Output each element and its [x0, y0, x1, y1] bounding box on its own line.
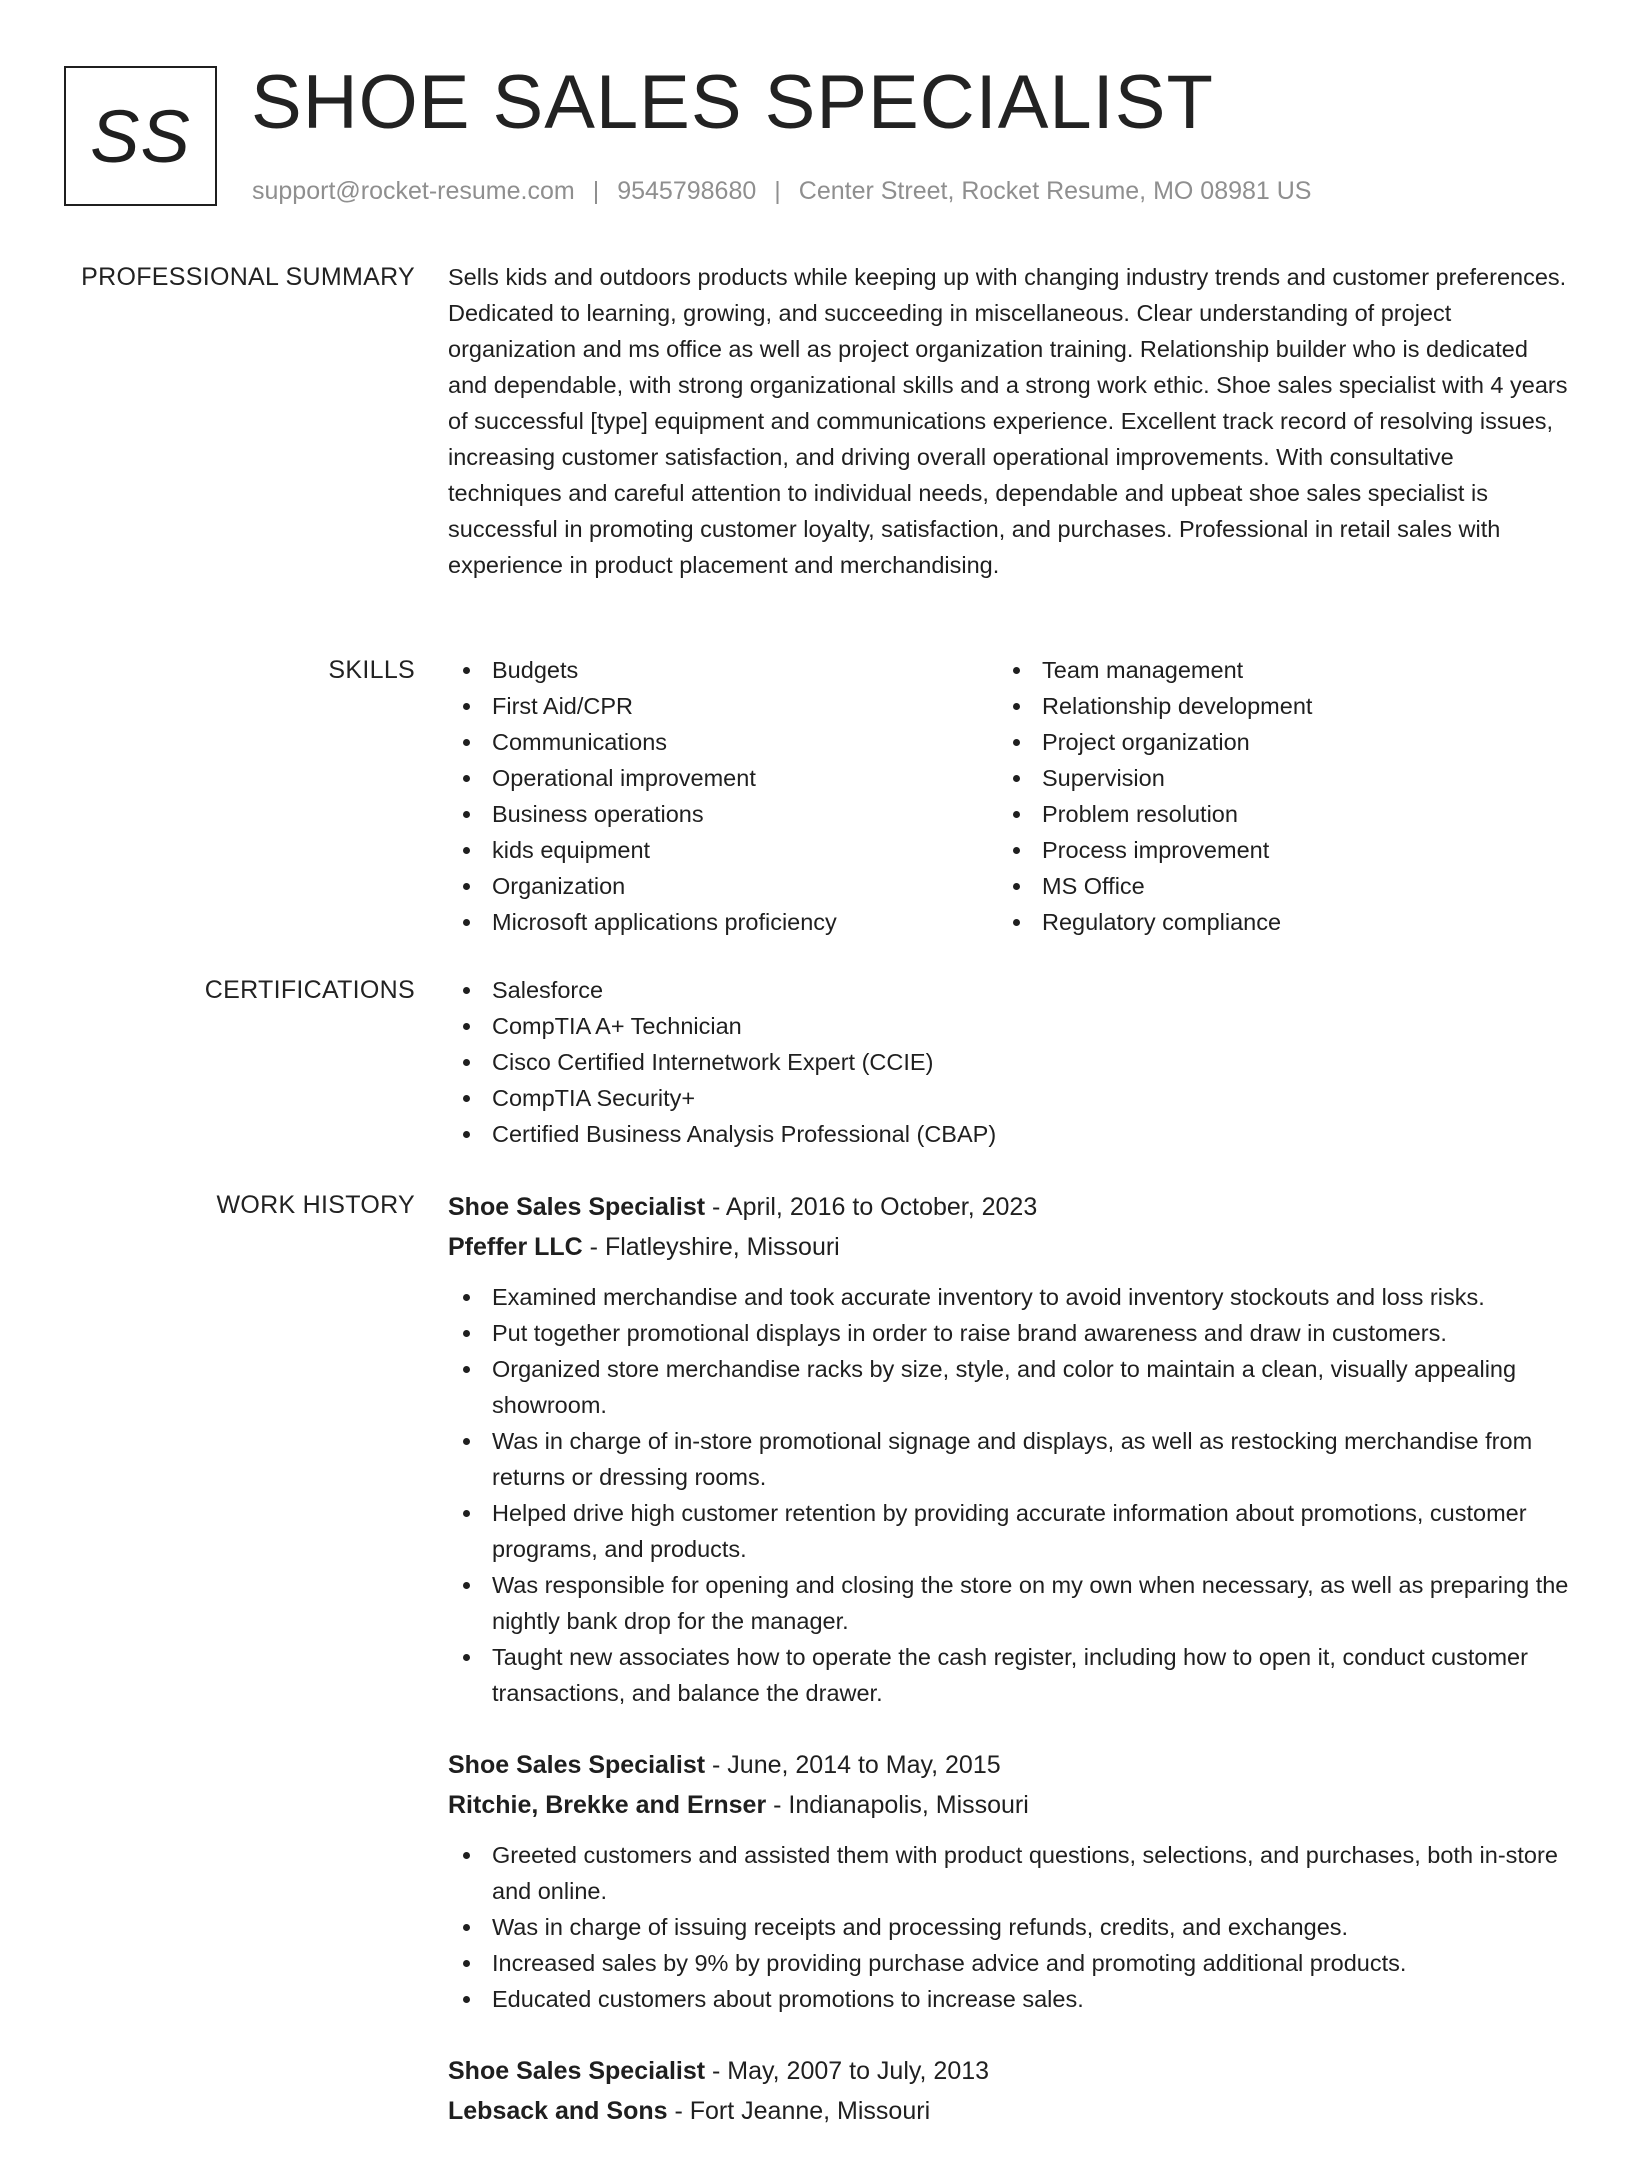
job-company: Ritchie, Brekke and Ernser — [448, 1791, 767, 1819]
job-dates: June, 2014 to May, 2015 — [727, 1751, 1001, 1779]
skill-item: MS Office — [998, 868, 1548, 904]
job-duty-item: Was responsible for opening and closing the store on my own when necessary, as well as preparing the nightly bank drop for the manager. — [448, 1567, 1572, 1639]
job-dash: - — [582, 1233, 605, 1261]
certifications-heading: CERTIFICATIONS — [204, 976, 415, 1004]
job-duty-item: Put together promotional displays in order to raise brand awareness and draw in customers. — [448, 1315, 1572, 1351]
job-company: Pfeffer LLC — [448, 1233, 583, 1261]
job-dash: - — [705, 1193, 726, 1221]
job-location: Fort Jeanne, Missouri — [689, 2097, 931, 2125]
job-entry — [448, 2051, 1572, 2131]
skill-item: Budgets — [448, 652, 998, 688]
certification-item: Certified Business Analysis Professional (CBAP) — [448, 1116, 1572, 1152]
job-duty-item: Organized store merchandise racks by size, style, and color to maintain a clean, visually appealing showroom. — [448, 1351, 1572, 1423]
job-title-line — [448, 2051, 1572, 2091]
certifications-list — [448, 972, 1572, 1152]
skill-item: Team management — [998, 652, 1548, 688]
job-company-line — [448, 1227, 1572, 1267]
certification-item: Cisco Certified Internetwork Expert (CCIE) — [448, 1044, 1572, 1080]
job-entry — [448, 1187, 1572, 1711]
job-duties-list — [448, 1837, 1572, 2017]
job-duty-item: Was in charge of issuing receipts and processing refunds, credits, and exchanges. — [448, 1909, 1572, 1945]
job-location: Indianapolis, Missouri — [788, 1791, 1029, 1819]
contact-phone: 9545798680 — [617, 177, 757, 205]
certifications-body — [448, 972, 1572, 1152]
summary-body — [448, 259, 1572, 583]
contact-email: support@rocket-resume.com — [252, 177, 575, 205]
job-dash: - — [705, 2057, 728, 2085]
job-title: Shoe Sales Specialist — [448, 1751, 706, 1779]
certification-item: Salesforce — [448, 972, 1572, 1008]
job-company: Lebsack and Sons — [448, 2097, 668, 2125]
job-duty-item: Greeted customers and assisted them with product questions, selections, and purchases, both in-store and online. — [448, 1837, 1572, 1909]
job-title: Shoe Sales Specialist — [448, 1193, 706, 1221]
skill-item: Business operations — [448, 796, 998, 832]
job-dates: May, 2007 to July, 2013 — [727, 2057, 990, 2085]
work-history-heading: WORK HISTORY — [216, 1191, 415, 1219]
job-title: Shoe Sales Specialist — [448, 2057, 706, 2085]
contact-address: Center Street, Rocket Resume, MO 08981 US — [798, 177, 1312, 205]
job-duty-item: Examined merchandise and took accurate inventory to avoid inventory stockouts and loss risks. — [448, 1279, 1572, 1315]
job-duty-item: Increased sales by 9% by providing purchase advice and promoting additional products. — [448, 1945, 1572, 1981]
summary-heading: PROFESSIONAL SUMMARY — [81, 263, 415, 291]
job-duty-item: Helped drive high customer retention by providing accurate information about promotions, customer programs, and products. — [448, 1495, 1572, 1567]
job-duty-item: Was in charge of in-store promotional signage and displays, as well as restocking merchandise from returns or dressing rooms. — [448, 1423, 1572, 1495]
skills-heading: SKILLS — [328, 656, 415, 684]
skill-item: Operational improvement — [448, 760, 998, 796]
contact-separator: | — [592, 177, 600, 205]
summary-text: Sells kids and outdoors products while keeping up with changing industry trends and customer preferences. Dedicated to learning, growing, and succeeding in miscellaneous. Clear understanding of project organization and ms office as well as project organization training. Relationship builder who is dedicated and dependable, with strong organizational skills and a strong work ethic. Shoe sales specialist with 4 years of successful [type] equipment and communications experience. Excellent track record of resolving issues, increasing customer satisfaction, and driving overall operational improvements. With consultative techniques and careful attention to individual needs, dependable and upbeat shoe sales specialist is successful in promoting customer loyalty, satisfaction, and purchases. Professional in retail sales with experience in product placement and merchandising. — [448, 264, 1568, 578]
skill-item: Relationship development — [998, 688, 1548, 724]
job-duty-item: Educated customers about promotions to increase sales. — [448, 1981, 1572, 2017]
job-location: Flatleyshire, Missouri — [604, 1233, 840, 1261]
contact-line — [252, 175, 1312, 207]
skills-list-right — [998, 652, 1548, 940]
job-dash: - — [667, 2097, 690, 2125]
job-dates: April, 2016 to October, 2023 — [725, 1193, 1038, 1221]
skill-item: Regulatory compliance — [998, 904, 1548, 940]
skills-list-left — [448, 652, 998, 940]
job-company-line — [448, 2091, 1572, 2131]
job-duty-item: Taught new associates how to operate the cash register, including how to open it, conduct customer transactions, and balance the drawer. — [448, 1639, 1572, 1711]
job-title-line — [448, 1187, 1572, 1227]
skill-item: Microsoft applications proficiency — [448, 904, 998, 940]
skill-item: Problem resolution — [998, 796, 1548, 832]
resume-title: SHOE SALES SPECIALIST — [251, 60, 1214, 145]
certification-item: CompTIA Security+ — [448, 1080, 1572, 1116]
skill-item: Project organization — [998, 724, 1548, 760]
skill-item: kids equipment — [448, 832, 998, 868]
monogram-logo: SS — [64, 66, 217, 206]
job-entry — [448, 1745, 1572, 2017]
skill-item: Communications — [448, 724, 998, 760]
skill-item: Supervision — [998, 760, 1548, 796]
job-duties-list — [448, 1279, 1572, 1711]
certification-item: CompTIA A+ Technician — [448, 1008, 1572, 1044]
job-company-line — [448, 1785, 1572, 1825]
job-dash: - — [766, 1791, 789, 1819]
skills-body — [448, 652, 1572, 940]
skill-item: Process improvement — [998, 832, 1548, 868]
job-title-line — [448, 1745, 1572, 1785]
work-history-body — [448, 1187, 1572, 2165]
job-dash: - — [705, 1751, 728, 1779]
skill-item: First Aid/CPR — [448, 688, 998, 724]
contact-separator: | — [774, 177, 781, 205]
skill-item: Organization — [448, 868, 998, 904]
